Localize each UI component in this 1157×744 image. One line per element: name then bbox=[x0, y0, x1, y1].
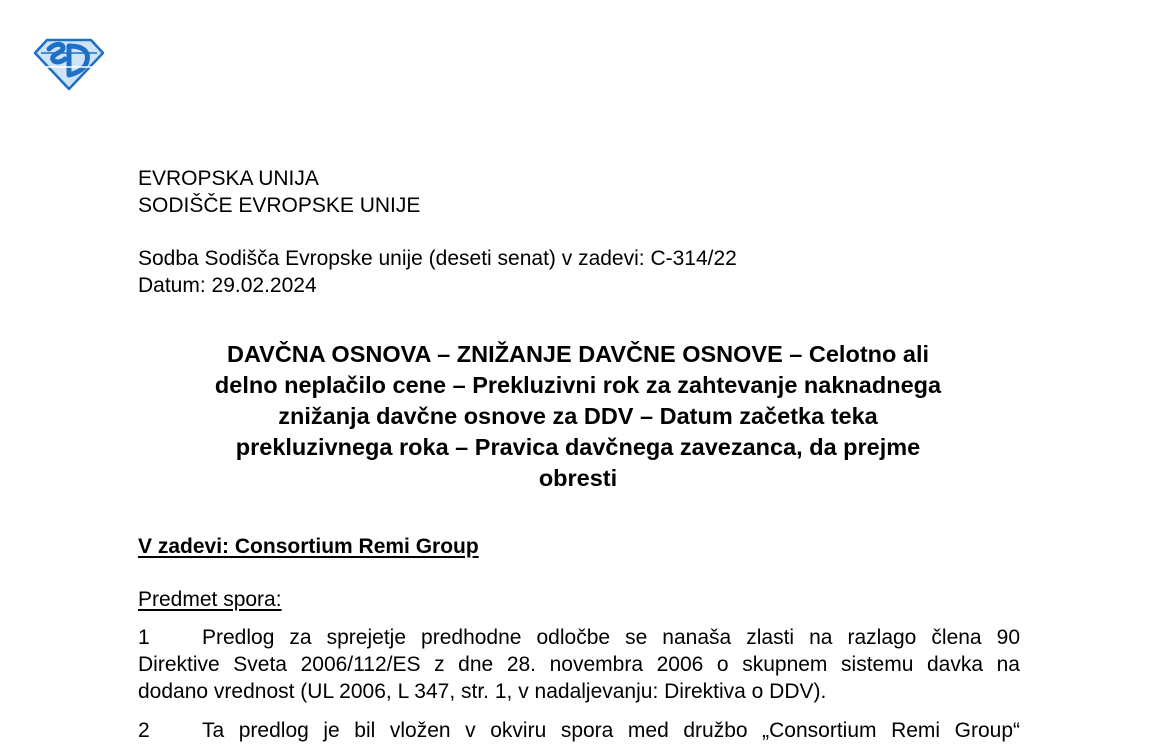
paragraph-2 bbox=[138, 717, 1020, 744]
title-line: obresti bbox=[538, 465, 618, 491]
org-line-1: EVROPSKA UNIJA bbox=[138, 167, 319, 190]
paragraph-1 bbox=[138, 624, 1020, 705]
paragraph-line bbox=[138, 624, 1020, 651]
paragraph-line: dodano vrednost (UL 2006, L 347, str. 1, v nadaljevanju: Direktiva o DDV). bbox=[138, 680, 827, 703]
paragraph-line: Direktive Sveta 2006/112/ES z dne 28. novembra 2006 o skupnem sistemu davka na bbox=[138, 653, 1020, 676]
document-title bbox=[138, 339, 1018, 494]
paragraph-number: 2 bbox=[138, 719, 150, 742]
court-logo-icon bbox=[33, 37, 105, 91]
paragraph-number: 1 bbox=[138, 626, 150, 649]
judgment-meta bbox=[138, 245, 737, 299]
court-header bbox=[138, 165, 420, 219]
paragraph-text: Ta predlog je bil vložen v okviru spora med družbo „Consortium Remi Group“ bbox=[202, 719, 1020, 742]
paragraph-line bbox=[138, 717, 1020, 744]
judgment-reference: Sodba Sodišča Evropske unije (deseti senat) v zadevi: C-314/22 bbox=[138, 247, 737, 270]
org-line-2: SODIŠČE EVROPSKE UNIJE bbox=[138, 194, 421, 217]
judgment-date: Datum: 29.02.2024 bbox=[138, 274, 317, 297]
paragraph-text: Predlog za sprejetje predhodne odločbe se nanaša zlasti na razlago člena 90 bbox=[202, 626, 1020, 649]
case-heading-block bbox=[138, 533, 479, 560]
case-heading: V zadevi: Consortium Remi Group bbox=[138, 535, 479, 558]
title-line: DAVČNA OSNOVA – ZNIŽANJE DAVČNE OSNOVE – Celotno ali bbox=[226, 341, 930, 367]
subject-heading: Predmet spora: bbox=[138, 588, 282, 611]
subject-heading-block bbox=[138, 586, 282, 613]
title-line: delno neplačilo cene – Prekluzivni rok za zahtevanje naknadnega bbox=[214, 372, 942, 398]
title-line: prekluzivnega roka – Pravica davčnega zavezanca, da prejme bbox=[235, 434, 921, 460]
title-line: znižanja davčne osnove za DDV – Datum začetka teka bbox=[278, 403, 878, 429]
